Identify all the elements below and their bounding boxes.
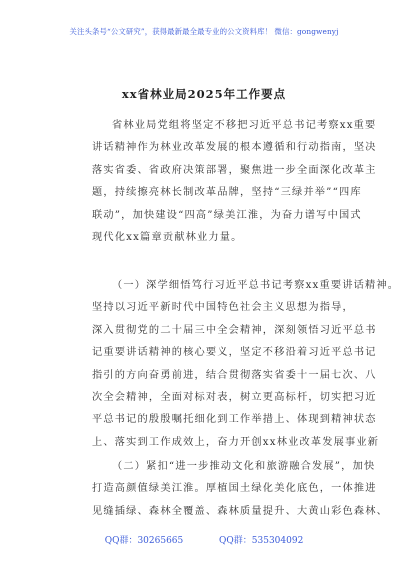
text-line: （一）深学细悟笃行习近平总书记考察xx重要讲话精神。 xyxy=(112,280,400,291)
text-line: 打造高颜值绿美江淮。厚植国土绿化美化底色，一体推进 xyxy=(92,483,377,495)
text-line: 记重要讲话精神的核心要义，坚定不移沿着习近平总书记 xyxy=(92,347,377,359)
text-line: 坚持以习近平新时代中国特色社会主义思想为指导， xyxy=(92,302,354,314)
paragraph-section-2 xyxy=(92,456,389,523)
text-line: 现代化xx篇章贡献林业力量。 xyxy=(92,231,243,243)
text-line: 次全会精神，全面对标对表，树立更高标杆，切实把习近 xyxy=(92,391,377,403)
paragraph-section-1 xyxy=(92,275,400,454)
paragraph-intro xyxy=(92,115,377,249)
text-line: 见缝插绿、森林全覆盖、森林质量提升、大黄山彩色森林、 xyxy=(92,505,389,517)
text-line: （二）紧扣“进一步推动文化和旅游融合发展”，加快 xyxy=(112,461,376,472)
text-line: 深入贯彻党的二十届三中全会精神，深刻领悟习近平总书 xyxy=(92,324,377,336)
text-line: 讲话精神作为林业改革发展的根本遵循和行动指南，坚决 xyxy=(92,142,377,154)
text-line: 指引的方向奋勇前进，结合贯彻落实省委十一届七次、八 xyxy=(92,369,377,381)
text-line: 题，持续擦亮林长制改革品牌，坚持“三绿并举”“四库 xyxy=(92,187,362,199)
text-line: 联动”，加快建设“四高”绿美江淮，为奋力谱写中国式 xyxy=(92,209,362,221)
footer-contacts xyxy=(0,533,408,546)
text-line: 省林业局党组将坚定不移把习近平总书记考察xx重要 xyxy=(112,120,377,131)
header-banner: 关注头条号“公文研究”，获得最新最全最专业的公文资料库！ 微信：gongwenyj xyxy=(69,27,339,36)
text-line: 上、落实到工作成效上，奋力开创xx林业改革发展事业新 xyxy=(92,436,380,448)
footer-qq-group-1: QQ群：30265665 xyxy=(104,536,184,546)
document-title: xx省林业局2025年工作要点 xyxy=(121,87,287,101)
footer-qq-group-2: QQ群：535304092 xyxy=(219,536,304,546)
text-line: 平总书记的殷殷嘱托细化到工作举措上、体现到精神状态 xyxy=(92,414,377,426)
text-line: 落实省委、省政府决策部署，聚焦进一步全面深化改革主 xyxy=(92,164,377,176)
